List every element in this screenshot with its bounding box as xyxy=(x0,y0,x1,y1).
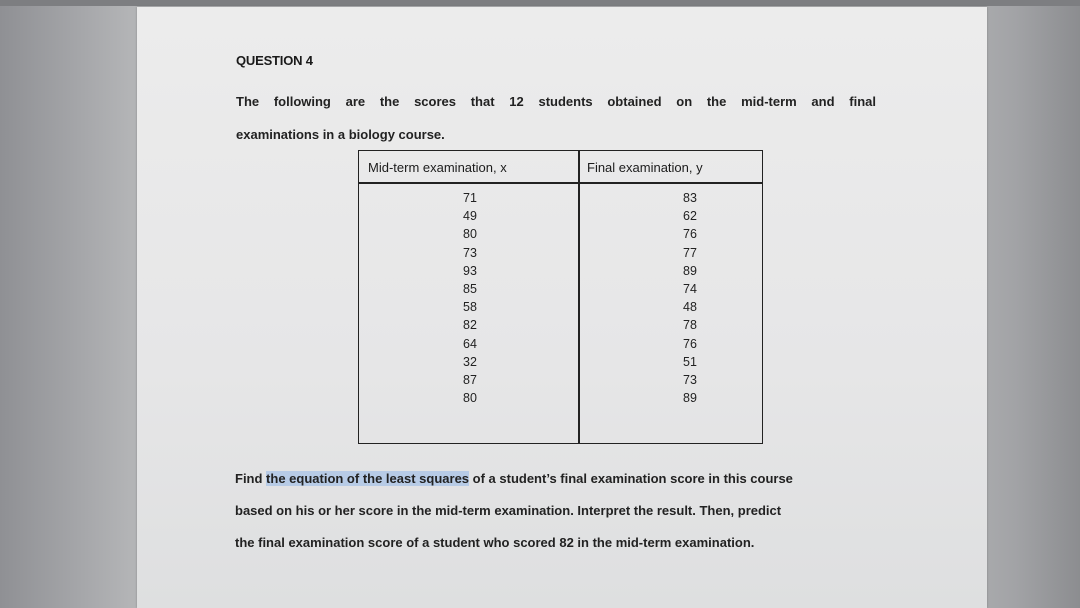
midterm-cell: 80 xyxy=(463,227,477,242)
final-cell: 73 xyxy=(683,372,697,387)
table-header-divider xyxy=(359,182,762,184)
document-page xyxy=(137,7,987,608)
final-cell: 62 xyxy=(683,209,697,224)
task-line-2: based on his or her score in the mid-term examination. Interpret the result. Then, predict xyxy=(235,503,782,518)
midterm-cell: 58 xyxy=(463,300,477,315)
final-cell: 48 xyxy=(683,300,697,315)
task-paragraph xyxy=(235,463,885,559)
final-cell: 78 xyxy=(683,318,697,333)
question-title: QUESTION 4 xyxy=(236,53,313,68)
midterm-cell: 49 xyxy=(463,209,477,224)
task-line-1-rest: of a student’s final examination score in this course xyxy=(469,471,793,486)
midterm-cell: 73 xyxy=(463,245,477,260)
final-cell: 76 xyxy=(683,227,697,242)
intro-line-1: The following are the scores that 12 students obtained on the mid-term and final xyxy=(236,94,876,109)
final-cell: 74 xyxy=(683,281,697,296)
midterm-cell: 71 xyxy=(463,191,477,205)
midterm-cell: 87 xyxy=(463,372,477,387)
final-cell: 77 xyxy=(683,245,697,260)
task-prefix: Find xyxy=(235,471,267,486)
task-line-3: the final examination score of a student who scored 82 in the mid-term examination. xyxy=(235,535,755,550)
final-cell: 51 xyxy=(683,354,697,369)
midterm-cell: 85 xyxy=(463,281,477,296)
selected-text-highlight[interactable]: the equation of the least squares xyxy=(266,471,470,486)
midterm-column xyxy=(450,189,490,407)
table-column-divider xyxy=(578,151,580,443)
screen-top-edge xyxy=(0,0,1080,6)
header-final: Final examination, y xyxy=(587,160,703,175)
intro-line-2: examinations in a biology course. xyxy=(236,127,445,142)
midterm-cell: 64 xyxy=(463,336,477,351)
final-cell: 89 xyxy=(683,263,697,278)
midterm-cell: 93 xyxy=(463,263,477,278)
midterm-cell: 80 xyxy=(463,391,477,406)
final-column xyxy=(670,189,710,407)
midterm-cell: 82 xyxy=(463,318,477,333)
header-midterm: Mid-term examination, x xyxy=(368,160,507,175)
final-cell: 83 xyxy=(683,191,697,205)
final-cell: 76 xyxy=(683,336,697,351)
question-intro xyxy=(236,85,876,151)
midterm-cell: 32 xyxy=(463,354,477,369)
scores-table xyxy=(358,150,763,444)
final-cell: 89 xyxy=(683,391,697,406)
